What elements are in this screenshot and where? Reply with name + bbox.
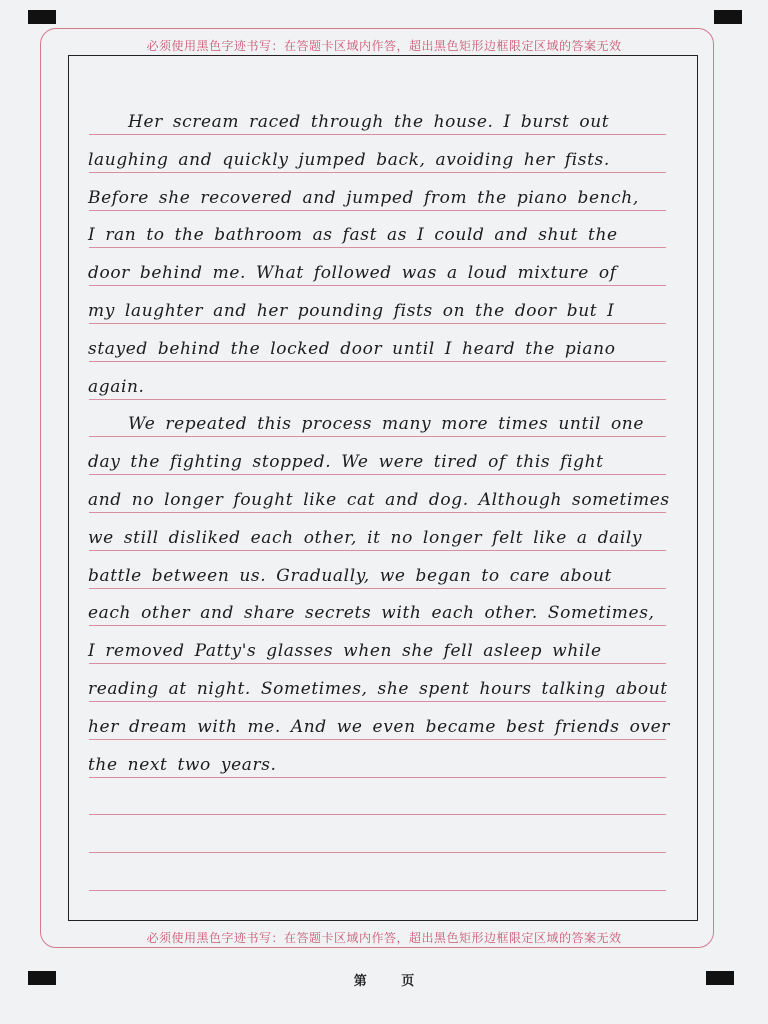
registration-mark-top-left	[28, 10, 56, 24]
handwritten-line: reading at night. Sometimes, she spent hours talking about	[88, 679, 668, 699]
ruled-line	[89, 247, 666, 248]
ruled-line	[89, 739, 666, 740]
ruled-line	[89, 588, 666, 589]
ruled-line	[89, 210, 666, 211]
ruled-line	[89, 285, 666, 286]
ruled-line	[89, 663, 666, 664]
ruled-line	[89, 474, 666, 475]
handwritten-line: the next two years.	[88, 754, 277, 775]
ruled-line	[89, 701, 666, 702]
writing-area-frame	[68, 55, 698, 921]
handwritten-line: Before she recovered and jumped from the piano bench,	[88, 187, 639, 208]
ruled-line	[89, 814, 666, 815]
page-label: 第 页	[353, 974, 415, 989]
handwritten-line: laughing and quickly jumped back, avoiding her fists.	[88, 149, 610, 170]
notice-bottom: 必须使用黑色字迹书写：在答题卡区域内作答，超出黑色矩形边框限定区域的答案无效	[146, 931, 622, 945]
handwritten-line: her dream with me. And we even became best friends over	[88, 716, 671, 737]
handwritten-line: my laughter and her pounding fists on the door but I	[88, 301, 615, 321]
handwritten-line: again.	[88, 376, 145, 397]
ruled-line	[89, 436, 666, 437]
ruled-line	[89, 777, 666, 778]
handwritten-line: door behind me. What followed was a loud mixture of	[88, 263, 617, 284]
ruled-line	[89, 323, 666, 324]
handwritten-line: I ran to the bathroom as fast as I could and shut the	[88, 225, 618, 246]
handwritten-line: battle between us. Gradually, we began to care about	[88, 565, 612, 586]
notice-top: 必须使用黑色字迹书写：在答题卡区域内作答，超出黑色矩形边框限定区域的答案无效	[146, 39, 622, 53]
handwritten-line: Her scream raced through the house. I burst out	[88, 112, 610, 132]
ruled-line	[89, 890, 666, 891]
ruled-line	[89, 512, 666, 513]
handwritten-line: I removed Patty's glasses when she fell asleep while	[88, 641, 602, 662]
ruled-line	[89, 172, 666, 173]
ruled-line	[89, 852, 666, 853]
ruled-line	[89, 399, 666, 400]
handwritten-line: We repeated this process many more times until one	[88, 414, 645, 435]
ruled-line	[89, 625, 666, 626]
handwritten-line: each other and share secrets with each other. Sometimes,	[88, 603, 655, 624]
handwritten-line: stayed behind the locked door until I heard the piano	[88, 338, 616, 359]
ruled-line	[89, 134, 666, 135]
handwritten-line: day the fighting stopped. We were tired of this fight	[88, 452, 604, 473]
ruled-line	[89, 361, 666, 362]
handwritten-line: and no longer fought like cat and dog. Although sometimes	[88, 490, 670, 510]
handwritten-line: we still disliked each other, it no longer felt like a daily	[88, 527, 643, 548]
ruled-line	[89, 550, 666, 551]
registration-mark-top-right	[714, 10, 742, 24]
